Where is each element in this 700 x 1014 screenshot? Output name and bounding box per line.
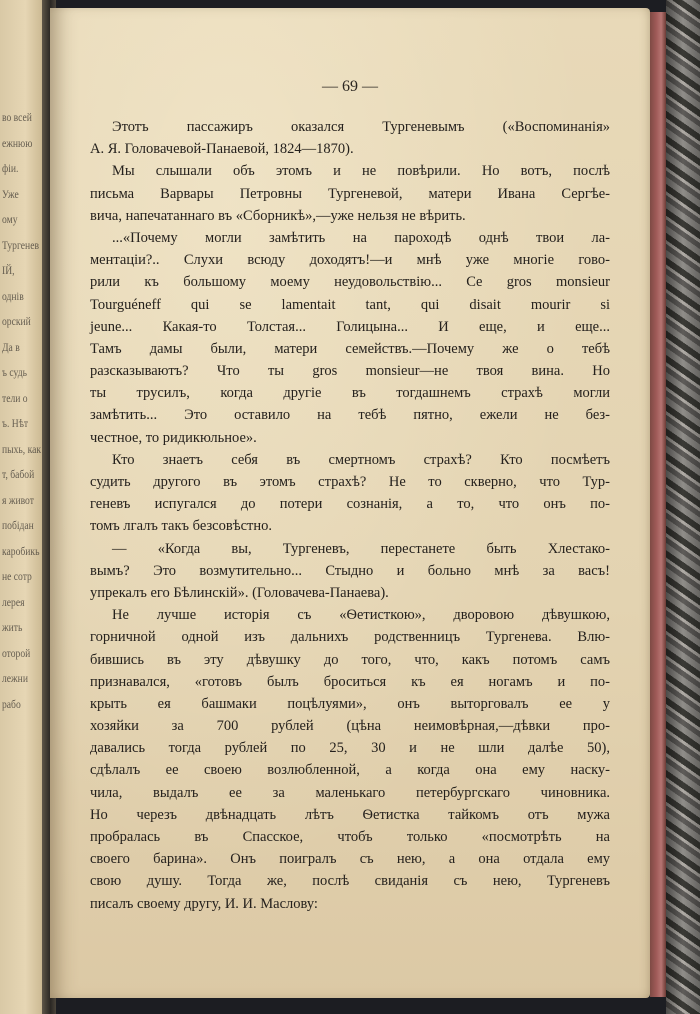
text-line: геневъ испугался до потери сознанія, а то, что онъ по- xyxy=(90,496,610,513)
page-block-edge xyxy=(650,12,666,997)
left-page-fragment: лерея xyxy=(2,594,25,609)
left-page-fragment: тели о xyxy=(2,390,28,405)
text-line: jeune... Какая-то Толстая... Голицына... И еще, и еще... xyxy=(90,318,610,335)
text-line: томъ лгалъ такъ безсовѣстно. xyxy=(90,518,272,535)
page-text xyxy=(90,116,610,915)
book-page xyxy=(50,8,650,998)
text-line: своего барина». Онъ поигралъ съ нею, а она отдала ему xyxy=(90,851,610,868)
text-line: честное, то ридикюльное». xyxy=(90,429,257,446)
text-line: замѣтить... Это оставило на тебѣ пятно, ежели не без- xyxy=(90,407,610,424)
left-page-fragment: ежнюю xyxy=(2,135,33,150)
left-page-fragment: ъ. Нѣт xyxy=(2,416,29,430)
text-line: свою душу. Тогда же, послѣ свиданія съ нею, Тургеневъ xyxy=(90,873,610,890)
text-line: Мы слышали объ этомъ и не повѣрили. Но вотъ, послѣ xyxy=(112,163,610,180)
left-page-fragment: каробикь xyxy=(2,543,40,558)
left-page-fragment: ому xyxy=(2,212,18,226)
text-line: сдѣлалъ ее своею возлюбленной, а когда она ему наску- xyxy=(90,762,610,779)
left-page-fragment: жить xyxy=(2,620,23,634)
text-line: письма Варвары Петровны Тургеневой, матери Ивана Сергѣе- xyxy=(90,185,610,202)
text-line: пробралась въ Спасское, чтобъ только «посмотрѣть на xyxy=(90,829,610,845)
text-line: горничной одной изъ дальнихъ родственницъ Тургенева. Влю- xyxy=(90,629,610,646)
text-line: Кто знаетъ себя въ смертномъ страхѣ? Кто посмѣетъ xyxy=(112,451,610,468)
text-line: писалъ своему другу, И. И. Маслову: xyxy=(90,895,318,912)
left-page-fragment: т, бабой xyxy=(2,467,35,481)
book-cover-shadow xyxy=(666,0,700,1014)
left-page-fragment: фіи. xyxy=(2,161,19,175)
left-page-fragment: оторой xyxy=(2,645,31,660)
left-page-fragment: Уже xyxy=(2,186,19,201)
left-page-fragment: орский xyxy=(2,314,31,328)
text-line: судить другого въ этомъ страхѣ? Не то скверно, что Тур- xyxy=(90,474,610,490)
left-page-fragment: однів xyxy=(2,288,24,303)
text-line: бившись въ эту дѣвушку до того, что, какъ потомъ самъ xyxy=(90,651,610,668)
text-line: вича, напечатаннаго въ «Сборникѣ»,—уже нельзя не вѣрить. xyxy=(90,207,466,224)
text-line: Но черезъ двѣнадцать лѣтъ Ѳетистка тайкомъ отъ мужа xyxy=(90,806,610,823)
left-page-fragment: побідан xyxy=(2,518,34,532)
text-line: крыть ея башмаки поцѣлуями», онъ выторговалъ ее у xyxy=(90,695,610,712)
left-page-fragment: не сотр xyxy=(2,569,32,583)
text-line: хозяйки за 700 рублей (цѣна неимовѣрная,—дѣвки про- xyxy=(90,718,610,735)
text-line: упрекалъ его Бѣлинскій». (Головачева-Панаева). xyxy=(90,584,389,601)
text-line: ты трусилъ, когда другіе въ тогдашнемъ страхѣ могли xyxy=(90,385,610,402)
text-line: — «Когда вы, Тургеневъ, перестанете быть Хлестако- xyxy=(112,540,610,557)
left-page-fragment: во всей xyxy=(2,110,32,124)
text-line: Tourguéneff qui se lamentait tant, qui disait mourir si xyxy=(90,296,610,313)
left-page-fragment: лежни xyxy=(2,671,28,685)
text-line: признавался, «готовъ былъ броситься къ ея ногамъ и по- xyxy=(90,673,610,690)
left-page-fragment: ъ судь xyxy=(2,365,27,379)
text-line: вымъ? Это возмутительно... Стыдно и больно мнѣ за васъ! xyxy=(90,562,610,579)
text-line: Не лучше исторія съ «Ѳетисткою», дворовою дѣвушкою, xyxy=(112,607,610,624)
text-line: А. Я. Головачевой-Панаевой, 1824—1870). xyxy=(90,141,354,158)
text-line: разсказываютъ? Что ты gros monsieur—не твоя вина. Но xyxy=(90,363,610,380)
text-line: давались тогда рублей по 25, 30 и не шли далѣе 50), xyxy=(90,740,610,757)
page-number: — 69 — xyxy=(322,78,378,95)
left-page-fragment: ІЙ, xyxy=(2,263,15,277)
left-page-fragment: Да в xyxy=(2,339,20,354)
left-page-fragment: Тургенев xyxy=(2,237,39,252)
text-line: рили къ большому моему неудовольствію... Ce gros monsieur xyxy=(90,274,610,291)
text-line: чила, выдалъ ее за маленькаго петербургскаго чиновника. xyxy=(90,784,610,801)
text-line: ментаціи?.. Слухи всюду доходятъ!—и мнѣ уже многіе гово- xyxy=(90,252,610,269)
left-page-edge xyxy=(0,0,46,1014)
left-page-fragment: пыхь, как xyxy=(2,441,42,456)
left-page-fragment: рабо xyxy=(2,696,21,711)
text-line: ...«Почему могли замѣтить на пароходѣ однѣ твои ла- xyxy=(112,229,610,246)
text-line: Этотъ пассажиръ оказался Тургеневымъ («Воспоминанія» xyxy=(112,119,610,135)
left-page-fragment: я живот xyxy=(2,492,34,507)
text-line: Тамъ дамы были, матери семействъ.—Почему же о тебѣ xyxy=(90,340,610,357)
